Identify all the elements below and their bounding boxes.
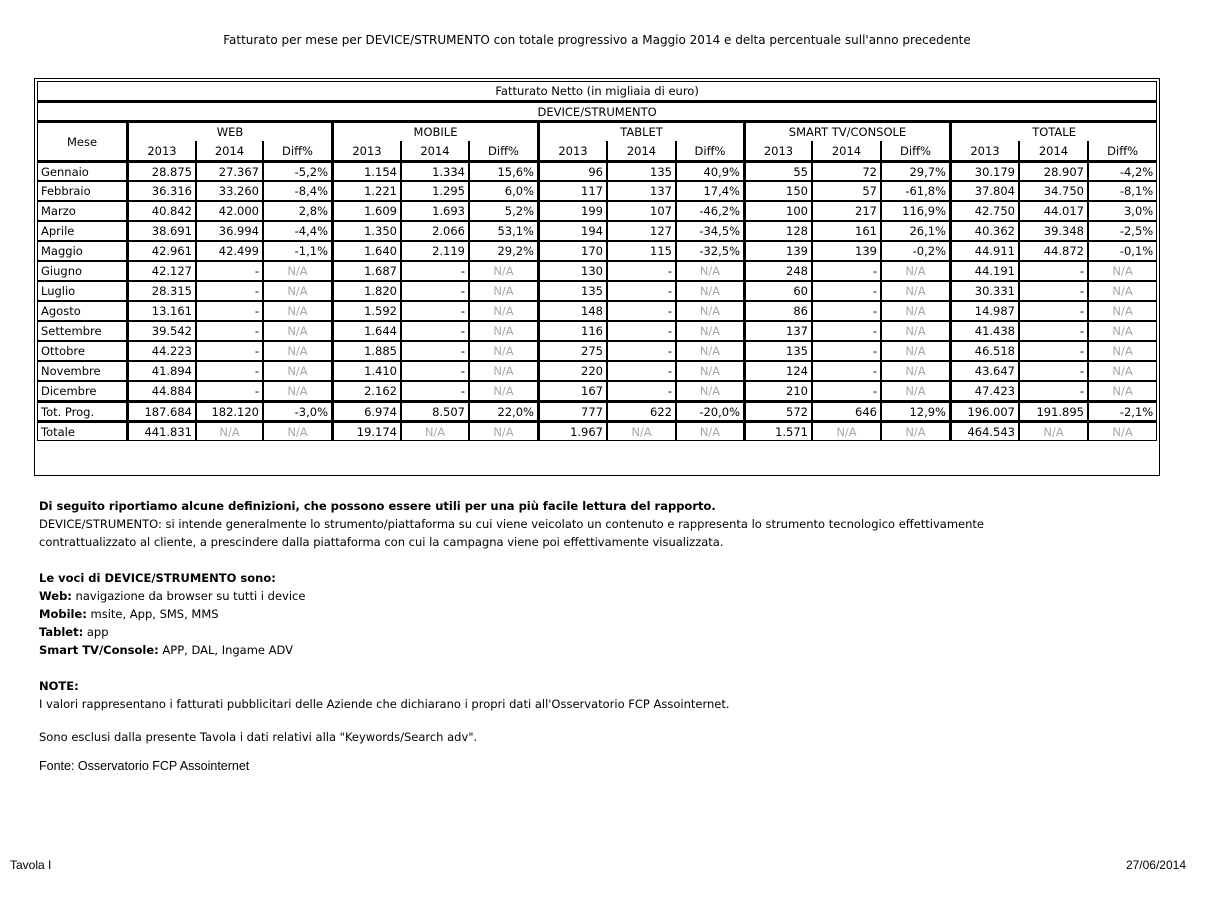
- value-cell: 100: [744, 201, 812, 221]
- value-cell: 86: [744, 301, 812, 321]
- table-row: [37, 381, 1157, 401]
- value-cell: 248: [744, 261, 812, 281]
- value-cell: 1.644: [332, 321, 401, 341]
- table-row: [37, 281, 1157, 301]
- value-cell: -: [1019, 281, 1088, 301]
- value-cell: 44.872: [1019, 241, 1088, 261]
- month-cell: Gennaio: [37, 161, 127, 181]
- value-cell: N/A: [881, 281, 950, 301]
- value-cell: 14.987: [950, 301, 1019, 321]
- table-row: [37, 181, 1157, 201]
- voci-heading: Le voci di DEVICE/STRUMENTO sono:: [39, 571, 276, 585]
- value-cell: 29,7%: [881, 161, 950, 181]
- table-row: [37, 341, 1157, 361]
- value-cell: 6,0%: [469, 181, 538, 201]
- value-cell: 1.640: [332, 241, 401, 261]
- value-cell: 275: [538, 341, 607, 361]
- value-cell: N/A: [676, 261, 744, 281]
- year-header: 2013: [950, 141, 1019, 161]
- value-cell: -46,2%: [676, 201, 744, 221]
- notes-intro: Di seguito riportiamo alcune definizioni, che possono essere utili per una più facile lettura del rapporto.: [39, 499, 716, 513]
- value-cell: 19.174: [332, 421, 401, 441]
- voce-label: Smart TV/Console:: [39, 643, 159, 657]
- value-cell: N/A: [469, 421, 538, 441]
- value-cell: 622: [607, 401, 676, 421]
- value-cell: 1.693: [401, 201, 469, 221]
- value-cell: -2,5%: [1088, 221, 1157, 241]
- table-row: [37, 421, 1157, 441]
- value-cell: 1.350: [332, 221, 401, 241]
- value-cell: N/A: [263, 361, 332, 381]
- voce-text: APP, DAL, Ingame ADV: [158, 643, 294, 657]
- group-header: WEB: [127, 121, 332, 141]
- voce-text: app: [83, 625, 109, 639]
- voce-label: Web:: [39, 589, 72, 603]
- value-cell: -: [812, 341, 881, 361]
- month-cell: Maggio: [37, 241, 127, 261]
- value-cell: 33.260: [196, 181, 263, 201]
- value-cell: -: [401, 321, 469, 341]
- value-cell: N/A: [607, 421, 676, 441]
- value-cell: N/A: [881, 341, 950, 361]
- value-cell: 2.162: [332, 381, 401, 401]
- value-cell: 40.842: [127, 201, 196, 221]
- value-cell: N/A: [469, 341, 538, 361]
- value-cell: 1.967: [538, 421, 607, 441]
- value-cell: -0,2%: [881, 241, 950, 261]
- value-cell: -: [607, 381, 676, 401]
- value-cell: N/A: [1019, 421, 1088, 441]
- value-cell: 217: [812, 201, 881, 221]
- table-row: [37, 361, 1157, 381]
- year-header: Diff%: [263, 141, 332, 161]
- definition-line-2: contrattualizzato al cliente, a prescindere dalla piattaforma con cui la campagna viene poi effettivamente visualizzata.: [39, 535, 724, 549]
- value-cell: N/A: [676, 281, 744, 301]
- table-subcaption: DEVICE/STRUMENTO: [37, 101, 1157, 121]
- voce-text: msite, App, SMS, MMS: [86, 607, 219, 621]
- value-cell: 34.750: [1019, 181, 1088, 201]
- group-header: TOTALE: [950, 121, 1157, 141]
- value-cell: 116,9%: [881, 201, 950, 221]
- value-cell: 28.315: [127, 281, 196, 301]
- value-cell: 572: [744, 401, 812, 421]
- value-cell: 210: [744, 381, 812, 401]
- value-cell: 135: [607, 161, 676, 181]
- table-caption: Fatturato Netto (in migliaia di euro): [37, 81, 1157, 101]
- value-cell: N/A: [1088, 321, 1157, 341]
- value-cell: 194: [538, 221, 607, 241]
- value-cell: -: [607, 341, 676, 361]
- value-cell: 17,4%: [676, 181, 744, 201]
- month-cell: Novembre: [37, 361, 127, 381]
- value-cell: 1.410: [332, 361, 401, 381]
- voce-text: navigazione da browser su tutti i device: [71, 589, 306, 603]
- value-cell: 13.161: [127, 301, 196, 321]
- value-cell: 127: [607, 221, 676, 241]
- value-cell: 8.507: [401, 401, 469, 421]
- value-cell: 36.316: [127, 181, 196, 201]
- value-cell: N/A: [881, 421, 950, 441]
- value-cell: 60: [744, 281, 812, 301]
- value-cell: N/A: [469, 301, 538, 321]
- year-header: Diff%: [676, 141, 744, 161]
- value-cell: 182.120: [196, 401, 263, 421]
- value-cell: N/A: [676, 361, 744, 381]
- value-cell: 44.191: [950, 261, 1019, 281]
- value-cell: 139: [812, 241, 881, 261]
- value-cell: 40.362: [950, 221, 1019, 241]
- value-cell: N/A: [1088, 261, 1157, 281]
- year-header: 2013: [744, 141, 812, 161]
- value-cell: -: [1019, 261, 1088, 281]
- value-cell: 44.911: [950, 241, 1019, 261]
- value-cell: 167: [538, 381, 607, 401]
- value-cell: N/A: [1088, 281, 1157, 301]
- value-cell: N/A: [263, 281, 332, 301]
- value-cell: 42.499: [196, 241, 263, 261]
- year-header: 2014: [196, 141, 263, 161]
- value-cell: 15,6%: [469, 161, 538, 181]
- value-cell: N/A: [812, 421, 881, 441]
- value-cell: 1.334: [401, 161, 469, 181]
- value-cell: 28.907: [1019, 161, 1088, 181]
- value-cell: -1,1%: [263, 241, 332, 261]
- value-cell: 43.647: [950, 361, 1019, 381]
- notes-section: [39, 497, 1039, 775]
- value-cell: -5,2%: [263, 161, 332, 181]
- value-cell: 107: [607, 201, 676, 221]
- value-cell: 1.154: [332, 161, 401, 181]
- value-cell: 41.894: [127, 361, 196, 381]
- year-header: Diff%: [1088, 141, 1157, 161]
- value-cell: 115: [607, 241, 676, 261]
- value-cell: N/A: [469, 281, 538, 301]
- value-cell: 646: [812, 401, 881, 421]
- value-cell: 30.179: [950, 161, 1019, 181]
- value-cell: 39.542: [127, 321, 196, 341]
- month-cell: Giugno: [37, 261, 127, 281]
- year-header: 2013: [332, 141, 401, 161]
- value-cell: -: [196, 281, 263, 301]
- year-header: 2014: [401, 141, 469, 161]
- month-cell: Dicembre: [37, 381, 127, 401]
- value-cell: 2,8%: [263, 201, 332, 221]
- table-row: [37, 241, 1157, 261]
- voce-item: [39, 587, 1039, 605]
- value-cell: 464.543: [950, 421, 1019, 441]
- year-header: 2014: [812, 141, 881, 161]
- value-cell: N/A: [881, 301, 950, 321]
- value-cell: 27.367: [196, 161, 263, 181]
- value-cell: -: [607, 321, 676, 341]
- value-cell: -0,1%: [1088, 241, 1157, 261]
- voce-item: [39, 623, 1039, 641]
- value-cell: 46.518: [950, 341, 1019, 361]
- year-header: Diff%: [881, 141, 950, 161]
- value-cell: -34,5%: [676, 221, 744, 241]
- page-title: Fatturato per mese per DEVICE/STRUMENTO con totale progressivo a Maggio 2014 e delta percentuale sull'anno precedente: [223, 33, 971, 47]
- value-cell: -: [607, 361, 676, 381]
- year-header: 2014: [1019, 141, 1088, 161]
- value-cell: N/A: [676, 421, 744, 441]
- value-cell: 41.438: [950, 321, 1019, 341]
- value-cell: N/A: [263, 301, 332, 321]
- value-cell: -: [607, 281, 676, 301]
- value-cell: 12,9%: [881, 401, 950, 421]
- value-cell: N/A: [1088, 341, 1157, 361]
- group-header: MOBILE: [332, 121, 538, 141]
- value-cell: -: [812, 281, 881, 301]
- value-cell: -4,2%: [1088, 161, 1157, 181]
- value-cell: -8,1%: [1088, 181, 1157, 201]
- value-cell: 2.119: [401, 241, 469, 261]
- value-cell: 42.750: [950, 201, 1019, 221]
- value-cell: 5,2%: [469, 201, 538, 221]
- value-cell: 116: [538, 321, 607, 341]
- value-cell: 36.994: [196, 221, 263, 241]
- value-cell: 40,9%: [676, 161, 744, 181]
- value-cell: N/A: [676, 321, 744, 341]
- group-header: SMART TV/CONSOLE: [744, 121, 950, 141]
- value-cell: -61,8%: [881, 181, 950, 201]
- source-line: Fonte: Osservatorio FCP Assointernet: [39, 759, 250, 773]
- value-cell: 44.017: [1019, 201, 1088, 221]
- revenue-table: [37, 81, 1157, 441]
- value-cell: 128: [744, 221, 812, 241]
- value-cell: -: [196, 341, 263, 361]
- value-cell: 55: [744, 161, 812, 181]
- value-cell: 137: [607, 181, 676, 201]
- month-cell: Luglio: [37, 281, 127, 301]
- value-cell: 124: [744, 361, 812, 381]
- value-cell: N/A: [881, 321, 950, 341]
- month-cell: Settembre: [37, 321, 127, 341]
- value-cell: N/A: [196, 421, 263, 441]
- value-cell: -4,4%: [263, 221, 332, 241]
- note-heading: NOTE:: [39, 679, 79, 693]
- value-cell: 199: [538, 201, 607, 221]
- value-cell: 148: [538, 301, 607, 321]
- value-cell: 30.331: [950, 281, 1019, 301]
- value-cell: N/A: [676, 381, 744, 401]
- value-cell: -: [1019, 361, 1088, 381]
- value-cell: -3,0%: [263, 401, 332, 421]
- table-row: [37, 201, 1157, 221]
- value-cell: 22,0%: [469, 401, 538, 421]
- value-cell: 44.884: [127, 381, 196, 401]
- value-cell: -: [401, 361, 469, 381]
- value-cell: N/A: [263, 341, 332, 361]
- value-cell: 29,2%: [469, 241, 538, 261]
- table-row: [37, 401, 1157, 421]
- value-cell: -: [812, 381, 881, 401]
- value-cell: -: [1019, 381, 1088, 401]
- value-cell: 1.295: [401, 181, 469, 201]
- value-cell: 37.804: [950, 181, 1019, 201]
- table-row: [37, 221, 1157, 241]
- value-cell: N/A: [676, 301, 744, 321]
- value-cell: -: [196, 321, 263, 341]
- value-cell: -: [196, 361, 263, 381]
- month-cell: Ottobre: [37, 341, 127, 361]
- month-cell: Febbraio: [37, 181, 127, 201]
- value-cell: 150: [744, 181, 812, 201]
- value-cell: N/A: [676, 341, 744, 361]
- value-cell: -: [607, 301, 676, 321]
- value-cell: N/A: [263, 321, 332, 341]
- value-cell: -: [401, 301, 469, 321]
- value-cell: 72: [812, 161, 881, 181]
- year-header: Diff%: [469, 141, 538, 161]
- footer-table-id: Tavola I: [10, 858, 52, 872]
- table-row: [37, 301, 1157, 321]
- value-cell: 38.691: [127, 221, 196, 241]
- value-cell: N/A: [263, 381, 332, 401]
- value-cell: 170: [538, 241, 607, 261]
- value-cell: -: [196, 301, 263, 321]
- value-cell: N/A: [881, 361, 950, 381]
- value-cell: -: [401, 281, 469, 301]
- value-cell: -: [812, 261, 881, 281]
- value-cell: 191.895: [1019, 401, 1088, 421]
- value-cell: 441.831: [127, 421, 196, 441]
- value-cell: -: [196, 261, 263, 281]
- value-cell: -20,0%: [676, 401, 744, 421]
- definition-line-1: DEVICE/STRUMENTO: si intende generalmente lo strumento/piattaforma su cui viene veicolato un contenuto e rappresenta lo strumento tecnologico effettivamente: [39, 517, 984, 531]
- value-cell: -: [812, 361, 881, 381]
- year-header: 2014: [607, 141, 676, 161]
- value-cell: 6.974: [332, 401, 401, 421]
- table-row: [37, 261, 1157, 281]
- value-cell: 135: [538, 281, 607, 301]
- value-cell: -: [1019, 301, 1088, 321]
- value-cell: 1.221: [332, 181, 401, 201]
- value-cell: 26,1%: [881, 221, 950, 241]
- voce-label: Tablet:: [39, 625, 84, 639]
- value-cell: 1.609: [332, 201, 401, 221]
- value-cell: N/A: [469, 261, 538, 281]
- value-cell: -8,4%: [263, 181, 332, 201]
- value-cell: 57: [812, 181, 881, 201]
- value-cell: 96: [538, 161, 607, 181]
- value-cell: 1.571: [744, 421, 812, 441]
- voce-item: [39, 605, 1039, 623]
- month-cell: Marzo: [37, 201, 127, 221]
- value-cell: 117: [538, 181, 607, 201]
- value-cell: 161: [812, 221, 881, 241]
- value-cell: 777: [538, 401, 607, 421]
- value-cell: 42.961: [127, 241, 196, 261]
- value-cell: -: [401, 381, 469, 401]
- value-cell: N/A: [263, 421, 332, 441]
- value-cell: 135: [744, 341, 812, 361]
- value-cell: N/A: [401, 421, 469, 441]
- value-cell: 130: [538, 261, 607, 281]
- value-cell: -: [401, 261, 469, 281]
- value-cell: 220: [538, 361, 607, 381]
- value-cell: 137: [744, 321, 812, 341]
- group-header: TABLET: [538, 121, 744, 141]
- footer-date: 27/06/2014: [1125, 858, 1186, 872]
- value-cell: -: [812, 321, 881, 341]
- table-row: [37, 321, 1157, 341]
- value-cell: N/A: [881, 261, 950, 281]
- value-cell: -: [812, 301, 881, 321]
- value-cell: 28.875: [127, 161, 196, 181]
- note-line-1: I valori rappresentano i fatturati pubblicitari delle Aziende che dichiarano i propri dati all'Osservatorio FCP Assointernet.: [39, 697, 730, 711]
- value-cell: N/A: [469, 361, 538, 381]
- note-line-2: Sono esclusi dalla presente Tavola i dati relativi alla "Keywords/Search adv".: [39, 730, 478, 744]
- value-cell: N/A: [1088, 381, 1157, 401]
- value-cell: 1.885: [332, 341, 401, 361]
- value-cell: N/A: [1088, 421, 1157, 441]
- table-row: [37, 161, 1157, 181]
- value-cell: 1.592: [332, 301, 401, 321]
- value-cell: 1.687: [332, 261, 401, 281]
- value-cell: N/A: [469, 321, 538, 341]
- value-cell: -32,5%: [676, 241, 744, 261]
- value-cell: -: [196, 381, 263, 401]
- value-cell: N/A: [1088, 361, 1157, 381]
- value-cell: -: [1019, 321, 1088, 341]
- month-cell: Tot. Prog.: [37, 401, 127, 421]
- revenue-table-frame: [34, 78, 1160, 476]
- value-cell: -: [1019, 341, 1088, 361]
- value-cell: 139: [744, 241, 812, 261]
- value-cell: 44.223: [127, 341, 196, 361]
- value-cell: 2.066: [401, 221, 469, 241]
- month-cell: Aprile: [37, 221, 127, 241]
- month-cell: Agosto: [37, 301, 127, 321]
- value-cell: 39.348: [1019, 221, 1088, 241]
- value-cell: N/A: [1088, 301, 1157, 321]
- value-cell: 42.127: [127, 261, 196, 281]
- year-header: 2013: [127, 141, 196, 161]
- year-header: 2013: [538, 141, 607, 161]
- value-cell: -2,1%: [1088, 401, 1157, 421]
- mese-header: Mese: [37, 121, 127, 161]
- month-cell: Totale: [37, 421, 127, 441]
- value-cell: 196.007: [950, 401, 1019, 421]
- voce-item: [39, 641, 1039, 659]
- value-cell: 1.820: [332, 281, 401, 301]
- value-cell: 47.423: [950, 381, 1019, 401]
- value-cell: N/A: [263, 261, 332, 281]
- voci-list: [39, 587, 1039, 659]
- voce-label: Mobile:: [39, 607, 87, 621]
- value-cell: -: [607, 261, 676, 281]
- value-cell: N/A: [881, 381, 950, 401]
- value-cell: -: [401, 341, 469, 361]
- value-cell: 187.684: [127, 401, 196, 421]
- value-cell: 42.000: [196, 201, 263, 221]
- value-cell: 53,1%: [469, 221, 538, 241]
- value-cell: N/A: [469, 381, 538, 401]
- value-cell: 3,0%: [1088, 201, 1157, 221]
